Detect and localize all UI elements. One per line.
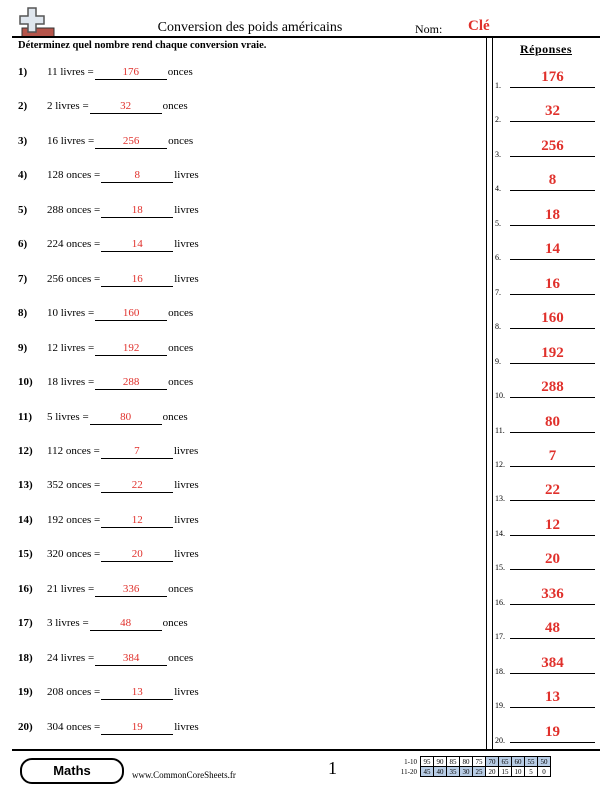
question-prefix: 18 livres = (47, 376, 95, 389)
question-row (18, 684, 199, 700)
question-number: 8) (18, 307, 28, 320)
answer-key-number: 14. (495, 528, 505, 538)
question-unit: onces (162, 100, 188, 113)
answer-key-value: 14 (545, 241, 560, 258)
answer-key-number: 17. (495, 632, 505, 642)
question-number: 20) (18, 720, 33, 733)
question-prefix: 320 onces = (47, 548, 101, 561)
question-unit: onces (168, 307, 194, 320)
question-row (18, 719, 199, 735)
answer-key-value: 12 (545, 516, 560, 533)
question-row (18, 512, 199, 528)
answer-blank[interactable]: 32 (90, 99, 162, 114)
answer-key-row (495, 516, 595, 538)
answer-key-value: 13 (545, 689, 560, 706)
question-row (18, 305, 193, 321)
answer-key-line (510, 121, 595, 122)
answer-key-number: 19. (495, 701, 505, 711)
answer-key-value: 22 (545, 482, 560, 499)
score-cell: 80 (460, 757, 473, 767)
answer-key-value: 192 (541, 344, 564, 361)
question-unit: onces (168, 134, 194, 147)
answer-key-line (510, 259, 595, 260)
score-cell: 70 (486, 757, 499, 767)
question-unit: livres (174, 686, 199, 699)
question-row (18, 581, 193, 597)
question-number: 18) (18, 651, 33, 664)
question-row (18, 167, 199, 183)
answer-key-value: 32 (545, 103, 560, 120)
answer-key-line (510, 156, 595, 157)
answer-blank[interactable]: 80 (90, 410, 162, 425)
answer-key-number: 12. (495, 459, 505, 469)
question-prefix: 2 livres = (47, 100, 89, 113)
question-number: 10) (18, 376, 33, 389)
question-row (18, 374, 193, 390)
question-row (18, 650, 193, 666)
question-row (18, 236, 199, 252)
answer-key-row (495, 482, 595, 504)
question-row (18, 202, 199, 218)
question-row (18, 98, 188, 114)
answer-key-value: 336 (541, 585, 564, 602)
answer-blank[interactable]: 13 (101, 685, 173, 700)
score-cell: 65 (499, 757, 512, 767)
answer-blank[interactable]: 336 (95, 582, 167, 597)
score-cell: 95 (421, 757, 434, 767)
score-cell: 25 (473, 767, 486, 777)
answer-blank[interactable]: 7 (101, 444, 173, 459)
question-prefix: 192 onces = (47, 513, 101, 526)
question-number: 19) (18, 686, 33, 699)
answer-key-value: 19 (545, 723, 560, 740)
answer-key-value: 16 (545, 275, 560, 292)
answer-key-row (495, 689, 595, 711)
answer-key-line (510, 363, 595, 364)
score-cell: 0 (538, 767, 551, 777)
question-unit: livres (174, 169, 199, 182)
answer-key-line (510, 225, 595, 226)
answer-key-row (495, 620, 595, 642)
question-number: 12) (18, 444, 33, 457)
answer-key-line (510, 190, 595, 191)
question-number: 16) (18, 582, 33, 595)
question-number: 5) (18, 203, 28, 216)
question-number: 3) (18, 134, 28, 147)
question-unit: onces (162, 410, 188, 423)
question-row (18, 271, 199, 287)
question-row (18, 340, 193, 356)
answer-key-number: 9. (495, 356, 501, 366)
answer-key-number: 8. (495, 322, 501, 332)
question-row (18, 64, 193, 80)
question-unit: livres (173, 444, 199, 457)
answer-key-row (495, 310, 595, 332)
instructions: Déterminez quel nombre rend chaque conversion vraie. (18, 40, 267, 51)
question-prefix: 5 livres = (47, 410, 89, 423)
answer-column-divider (486, 36, 493, 749)
question-row (18, 615, 188, 631)
answer-key-line (510, 466, 595, 467)
answer-blank[interactable]: 19 (101, 720, 173, 735)
question-prefix: 112 onces = (47, 444, 100, 457)
question-unit: onces (167, 66, 193, 78)
answer-key-row (495, 137, 595, 159)
question-prefix: 224 onces = (47, 238, 101, 251)
page-number: 1 (328, 758, 337, 778)
page-title: Conversion des poids américains (157, 20, 343, 35)
answer-key-value: 8 (548, 172, 557, 189)
answer-key-row (495, 344, 595, 366)
answer-key-line (510, 328, 595, 329)
question-prefix: 352 onces = (47, 479, 101, 492)
answer-key-number: 15. (495, 563, 505, 573)
answer-blank[interactable]: 384 (95, 651, 167, 666)
question-unit: livres (174, 479, 199, 492)
answer-key-value: 20 (545, 551, 560, 568)
question-prefix: 12 livres = (47, 341, 95, 354)
score-cell: 40 (434, 767, 447, 777)
question-unit: onces (168, 651, 194, 664)
answer-blank[interactable]: 16 (101, 272, 173, 287)
answer-key-value: 176 (541, 69, 564, 85)
footer-rule (12, 749, 600, 751)
answer-key-value: 48 (545, 620, 560, 637)
score-cell: 75 (473, 757, 486, 767)
name-label: Nom: (415, 22, 443, 36)
question-unit: livres (174, 548, 199, 561)
question-number: 1) (18, 66, 28, 78)
score-row-label: 1-10 (404, 757, 417, 766)
answer-blank[interactable]: 8 (101, 168, 173, 183)
answer-key-value: 18 (545, 206, 560, 223)
answer-key-number: 6. (495, 253, 501, 263)
score-row (394, 767, 551, 777)
question-unit: onces (162, 617, 188, 630)
answer-blank[interactable]: 256 (95, 134, 167, 149)
question-number: 17) (18, 617, 33, 630)
answer-key-line (510, 500, 595, 501)
score-cell: 55 (525, 757, 538, 767)
question-unit: livres (174, 203, 199, 216)
question-unit: onces (168, 376, 194, 389)
answer-key-line (510, 673, 595, 674)
answer-key-row (495, 551, 595, 573)
answer-key-number: 1. (495, 81, 501, 90)
question-prefix: 128 onces = (47, 169, 101, 182)
answer-key-value: 80 (545, 413, 560, 430)
question-unit: onces (168, 582, 194, 595)
question-prefix: 10 livres = (47, 307, 95, 320)
answer-key-number: 18. (495, 666, 505, 676)
answer-key-line (510, 432, 595, 433)
question-prefix: 208 onces = (47, 686, 101, 699)
question-unit: livres (174, 720, 199, 733)
answer-key-line (510, 294, 595, 295)
answer-key-number: 3. (495, 149, 501, 159)
answer-key-value: 384 (541, 654, 564, 671)
score-row-label: 11-20 (400, 767, 417, 776)
answer-key-value: 7 (548, 447, 557, 464)
answer-key-row (495, 206, 595, 228)
answer-blank[interactable]: 22 (101, 478, 173, 493)
answer-key-row (495, 69, 595, 90)
answers-header: Réponses (519, 42, 572, 56)
answer-blank[interactable]: 176 (95, 65, 167, 80)
question-prefix: 256 onces = (47, 272, 101, 285)
score-cell: 15 (499, 767, 512, 777)
question-prefix: 288 onces = (47, 203, 101, 216)
score-cell: 30 (460, 767, 473, 777)
answer-blank[interactable]: 192 (95, 341, 167, 356)
answer-key-number: 16. (495, 597, 505, 607)
answer-key-line (510, 569, 595, 570)
answer-blank[interactable]: 18 (101, 203, 173, 218)
answer-key-row (495, 379, 595, 401)
score-cell: 50 (538, 757, 551, 767)
question-prefix: 16 livres = (47, 134, 95, 147)
question-unit: onces (168, 341, 194, 354)
question-number: 4) (18, 169, 28, 182)
answer-blank[interactable]: 288 (95, 375, 167, 390)
answer-blank[interactable]: 160 (95, 306, 167, 321)
question-row (18, 477, 199, 493)
header-rule (12, 36, 600, 38)
answer-key-row (495, 241, 595, 263)
score-cell: 60 (512, 757, 525, 767)
answer-key-number: 10. (495, 391, 505, 401)
question-number: 9) (18, 341, 28, 354)
answer-key-line (510, 535, 595, 536)
answer-key-line (510, 397, 595, 398)
plus-logo-icon (18, 6, 56, 38)
score-cell: 10 (512, 767, 525, 777)
question-row (18, 409, 188, 425)
question-number: 15) (18, 548, 33, 561)
question-prefix: 21 livres = (47, 582, 95, 595)
subject-badge: Maths (20, 758, 124, 784)
answer-key-row (495, 654, 595, 676)
question-row (18, 546, 199, 562)
question-number: 7) (18, 272, 28, 285)
answer-key-row (495, 413, 595, 435)
question-prefix: 24 livres = (47, 651, 95, 664)
question-row (18, 443, 198, 459)
answer-blank[interactable]: 20 (101, 547, 173, 562)
question-prefix: 304 onces = (47, 720, 101, 733)
question-number: 6) (18, 238, 28, 251)
question-unit: livres (174, 513, 199, 526)
answer-key-row (495, 172, 595, 194)
score-table (394, 756, 551, 777)
score-row (394, 757, 551, 767)
score-cell: 90 (434, 757, 447, 767)
answer-key-number: 20. (495, 735, 505, 745)
question-number: 13) (18, 479, 33, 492)
site-url: www.CommonCoreSheets.fr (132, 770, 236, 780)
question-unit: livres (174, 238, 199, 251)
answer-blank[interactable]: 48 (90, 616, 162, 631)
answer-key-value: 288 (541, 379, 564, 396)
answer-key-number: 2. (495, 115, 501, 125)
answer-key-number: 11. (495, 425, 505, 435)
answer-key-number: 13. (495, 494, 505, 504)
question-row (18, 133, 193, 149)
score-cell: 35 (447, 767, 460, 777)
question-number: 14) (18, 513, 33, 526)
answer-blank[interactable]: 12 (101, 513, 173, 528)
answer-key-line (510, 604, 595, 605)
name-value: Clé (468, 18, 490, 34)
answer-key-line (510, 638, 595, 639)
question-prefix: 11 livres = (47, 66, 94, 78)
answer-key-line (510, 742, 595, 743)
answer-key-row (495, 103, 595, 125)
answer-key-number: 5. (495, 218, 501, 228)
question-unit: livres (174, 272, 199, 285)
score-cell: 20 (486, 767, 499, 777)
answer-key-line (510, 707, 595, 708)
answer-key-row (495, 585, 595, 607)
answer-key-row (495, 447, 595, 469)
score-cell: 85 (447, 757, 460, 767)
question-number: 11) (18, 410, 33, 423)
answer-key-number: 7. (495, 287, 501, 297)
score-cell: 5 (525, 767, 538, 777)
answer-key-number: 4. (495, 184, 501, 194)
answer-key-value: 256 (541, 137, 564, 154)
answer-key-row (495, 275, 595, 297)
score-cell: 45 (421, 767, 434, 777)
answer-key-row (495, 723, 595, 745)
question-prefix: 3 livres = (47, 617, 89, 630)
answer-blank[interactable]: 14 (101, 237, 173, 252)
question-number: 2) (18, 100, 28, 113)
answer-key-value: 160 (541, 310, 564, 327)
answer-key-line (510, 87, 595, 88)
